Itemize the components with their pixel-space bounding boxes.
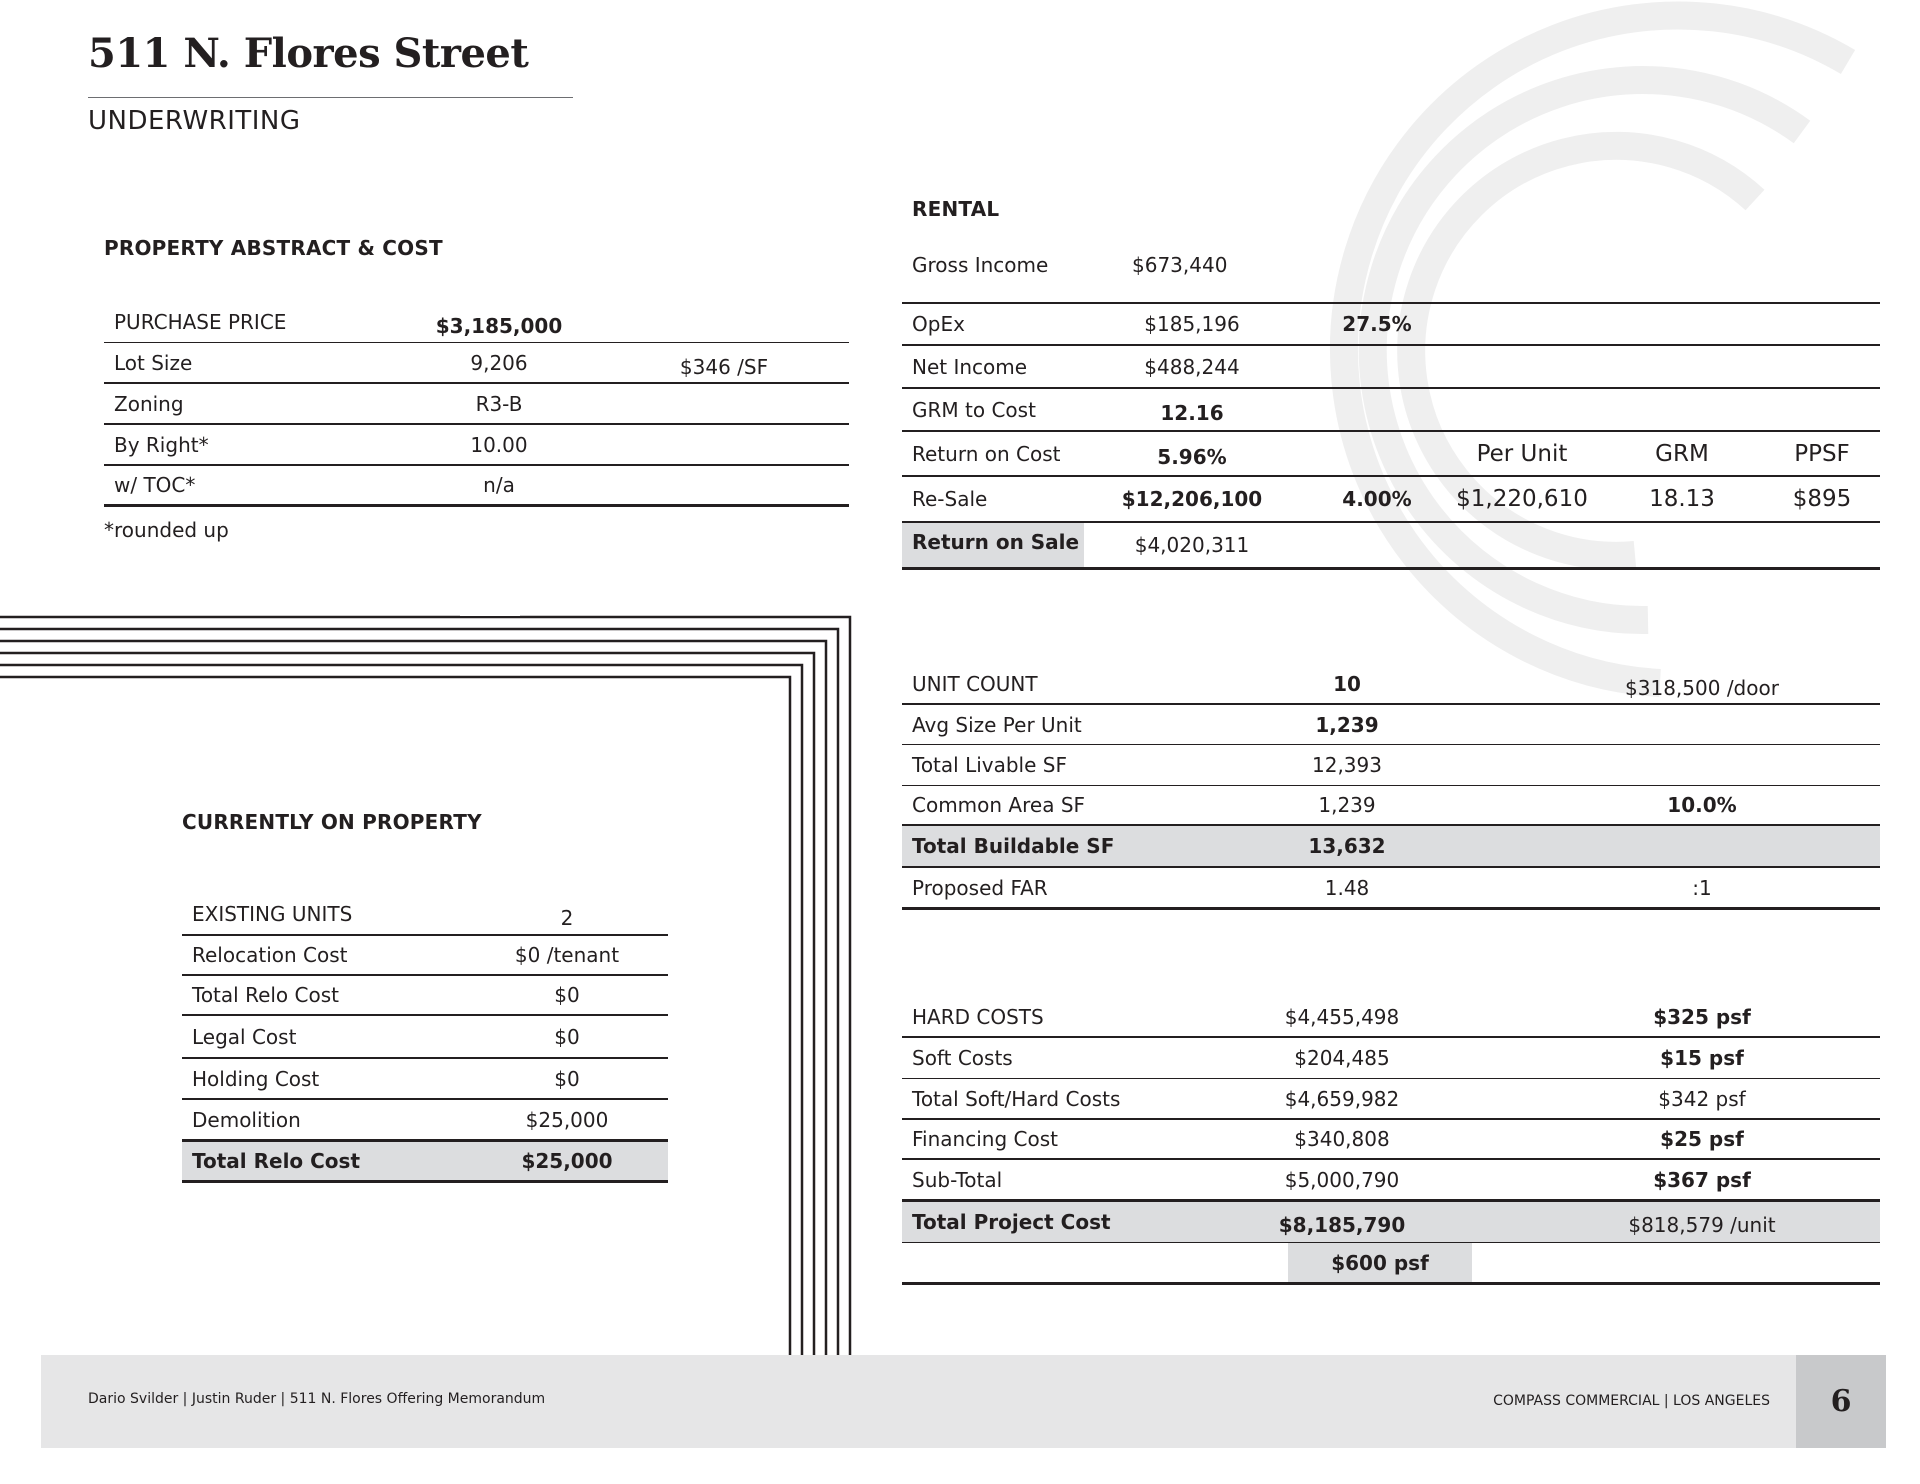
table-row xyxy=(902,477,1880,523)
table-row xyxy=(104,302,849,343)
property-abstract-heading: PROPERTY ABSTRACT & COST xyxy=(104,236,443,260)
row-value: $12,206,100 xyxy=(1121,487,1263,511)
row-value: 10.00 xyxy=(470,432,528,457)
table-row xyxy=(902,745,1880,786)
gross-income-value: $673,440 xyxy=(1132,253,1228,277)
table-row xyxy=(104,384,849,425)
row-value: 10 xyxy=(1333,671,1361,696)
row-value: $488,244 xyxy=(1144,354,1240,379)
row-label: Financing Cost xyxy=(912,1127,1058,1151)
row-label: PURCHASE PRICE xyxy=(114,310,287,334)
table-row xyxy=(902,1160,1880,1202)
row-value: $204,485 xyxy=(1294,1046,1390,1070)
page-title: 511 N. Flores Street xyxy=(88,30,529,77)
row-label: GRM to Cost xyxy=(912,397,1036,422)
table-row xyxy=(104,343,849,384)
row-value: $4,659,982 xyxy=(1284,1086,1400,1111)
footer-right-text: COMPASS COMMERCIAL | LOS ANGELES xyxy=(1493,1393,1770,1409)
table-row xyxy=(104,466,849,507)
table-row xyxy=(902,1243,1880,1285)
row-pct: 27.5% xyxy=(1342,312,1412,336)
row-value: $4,020,311 xyxy=(1134,533,1250,557)
row-value: 5.96% xyxy=(1157,444,1227,469)
page-number: 6 xyxy=(1796,1355,1886,1448)
resale-header-per-unit: Per Unit xyxy=(1476,440,1568,467)
table-row xyxy=(182,1059,668,1100)
table-row xyxy=(902,432,1880,477)
table-row xyxy=(182,976,668,1016)
table-row xyxy=(902,786,1880,826)
row-label: Avg Size Per Unit xyxy=(912,712,1082,737)
table-row xyxy=(902,997,1880,1038)
resale-ppsf: $895 xyxy=(1792,486,1852,512)
row-value: 2 xyxy=(560,906,574,930)
row-value: 9,206 xyxy=(470,350,528,375)
currently-on-property-table xyxy=(182,894,668,1183)
resale-grm: 18.13 xyxy=(1649,486,1715,512)
table-row xyxy=(902,1120,1880,1160)
row-psf: $325 psf xyxy=(1653,1004,1751,1029)
table-row xyxy=(182,1100,668,1142)
row-value: $0 xyxy=(554,1066,580,1091)
footer-left-text: Dario Svilder | Justin Ruder | 511 N. Flores Offering Memorandum xyxy=(88,1391,546,1407)
row-extra: $346 /SF xyxy=(679,354,769,379)
row-label: UNIT COUNT xyxy=(912,671,1038,696)
row-label: Return on Sale xyxy=(912,530,1080,554)
resale-header-ppsf: PPSF xyxy=(1794,440,1850,467)
row-label: Total Soft/Hard Costs xyxy=(912,1086,1121,1111)
row-label: Total Buildable SF xyxy=(912,834,1115,858)
hard-costs-table xyxy=(902,997,1880,1285)
row-value: 1,239 xyxy=(1315,712,1379,737)
table-row xyxy=(902,705,1880,745)
row-psf: $15 psf xyxy=(1660,1046,1744,1070)
rental-heading: RENTAL xyxy=(912,197,1000,221)
row-label: Net Income xyxy=(912,354,1028,379)
row-label: Total Project Cost xyxy=(912,1210,1111,1234)
row-label: By Right* xyxy=(114,432,209,457)
row-value: $0 /tenant xyxy=(514,943,620,967)
row-value: 1,239 xyxy=(1318,793,1376,817)
row-extra: 10.0% xyxy=(1667,793,1737,817)
table-row xyxy=(902,1038,1880,1079)
table-row xyxy=(902,304,1880,346)
row-label: Common Area SF xyxy=(912,793,1086,817)
gross-income-label: Gross Income xyxy=(912,253,1049,277)
footnote: *rounded up xyxy=(104,518,229,542)
row-label: Total Relo Cost xyxy=(192,983,339,1007)
row-value: 13,632 xyxy=(1308,834,1386,858)
row-label: EXISTING UNITS xyxy=(192,902,353,926)
row-value: $340,808 xyxy=(1294,1127,1390,1151)
table-row xyxy=(902,389,1880,432)
row-value: $185,196 xyxy=(1144,312,1240,336)
title-divider xyxy=(88,97,573,98)
row-value: $8,185,790 xyxy=(1278,1213,1406,1237)
row-value: $25,000 xyxy=(521,1149,613,1173)
table-row xyxy=(902,826,1880,868)
table-row xyxy=(104,425,849,466)
currently-on-property-heading: CURRENTLY ON PROPERTY xyxy=(182,810,482,834)
row-psf: $367 psf xyxy=(1653,1167,1751,1192)
row-label: Sub-Total xyxy=(912,1167,1003,1192)
row-value: 12,393 xyxy=(1312,753,1382,777)
table-row xyxy=(182,1142,668,1183)
row-value: $5,000,790 xyxy=(1284,1167,1400,1192)
row-value: 12.16 xyxy=(1160,400,1224,425)
row-value: n/a xyxy=(483,473,515,497)
row-label: Proposed FAR xyxy=(912,875,1048,900)
table-row xyxy=(902,523,1880,570)
row-label: Soft Costs xyxy=(912,1046,1013,1070)
property-abstract-table xyxy=(104,302,849,507)
row-value: $0 xyxy=(554,983,580,1007)
table-row xyxy=(902,664,1880,705)
row-pct: 4.00% xyxy=(1342,487,1412,511)
row-psf: $25 psf xyxy=(1660,1127,1744,1151)
resale-per-unit: $1,220,610 xyxy=(1456,486,1588,512)
table-row xyxy=(182,936,668,976)
row-label: OpEx xyxy=(912,312,965,336)
resale-header-grm: GRM xyxy=(1655,440,1709,467)
table-row xyxy=(902,868,1880,910)
row-value: $0 xyxy=(554,1024,580,1049)
row-label: Lot Size xyxy=(114,350,193,375)
unit-count-table xyxy=(902,664,1880,910)
row-label: Return on Cost xyxy=(912,441,1061,466)
total-psf: $600 psf xyxy=(1331,1250,1429,1275)
row-psf: $342 psf xyxy=(1658,1086,1746,1111)
row-value: 1.48 xyxy=(1324,875,1370,900)
row-psf: $818,579 /unit xyxy=(1628,1213,1776,1237)
page-subtitle: UNDERWRITING xyxy=(88,106,301,136)
row-label: w/ TOC* xyxy=(114,473,196,497)
row-value: $3,185,000 xyxy=(435,314,563,338)
row-label: Legal Cost xyxy=(192,1024,297,1049)
row-label: Re-Sale xyxy=(912,487,988,511)
row-extra: $318,500 /door xyxy=(1625,675,1779,700)
row-label: Relocation Cost xyxy=(192,943,348,967)
table-row xyxy=(902,1079,1880,1120)
row-label: HARD COSTS xyxy=(912,1004,1044,1029)
row-label: Demolition xyxy=(192,1107,301,1132)
row-value: $4,455,498 xyxy=(1284,1004,1400,1029)
rental-table xyxy=(902,302,1880,570)
table-row xyxy=(902,346,1880,389)
row-label: Total Livable SF xyxy=(912,753,1067,777)
row-label: Holding Cost xyxy=(192,1066,320,1091)
row-label: Total Relo Cost xyxy=(192,1149,361,1173)
row-extra: :1 xyxy=(1692,875,1712,900)
row-value: R3-B xyxy=(475,391,523,416)
row-value: $25,000 xyxy=(525,1107,609,1132)
table-row xyxy=(902,1202,1880,1243)
table-row xyxy=(182,894,668,936)
row-label: Zoning xyxy=(114,391,184,416)
table-row xyxy=(182,1016,668,1059)
